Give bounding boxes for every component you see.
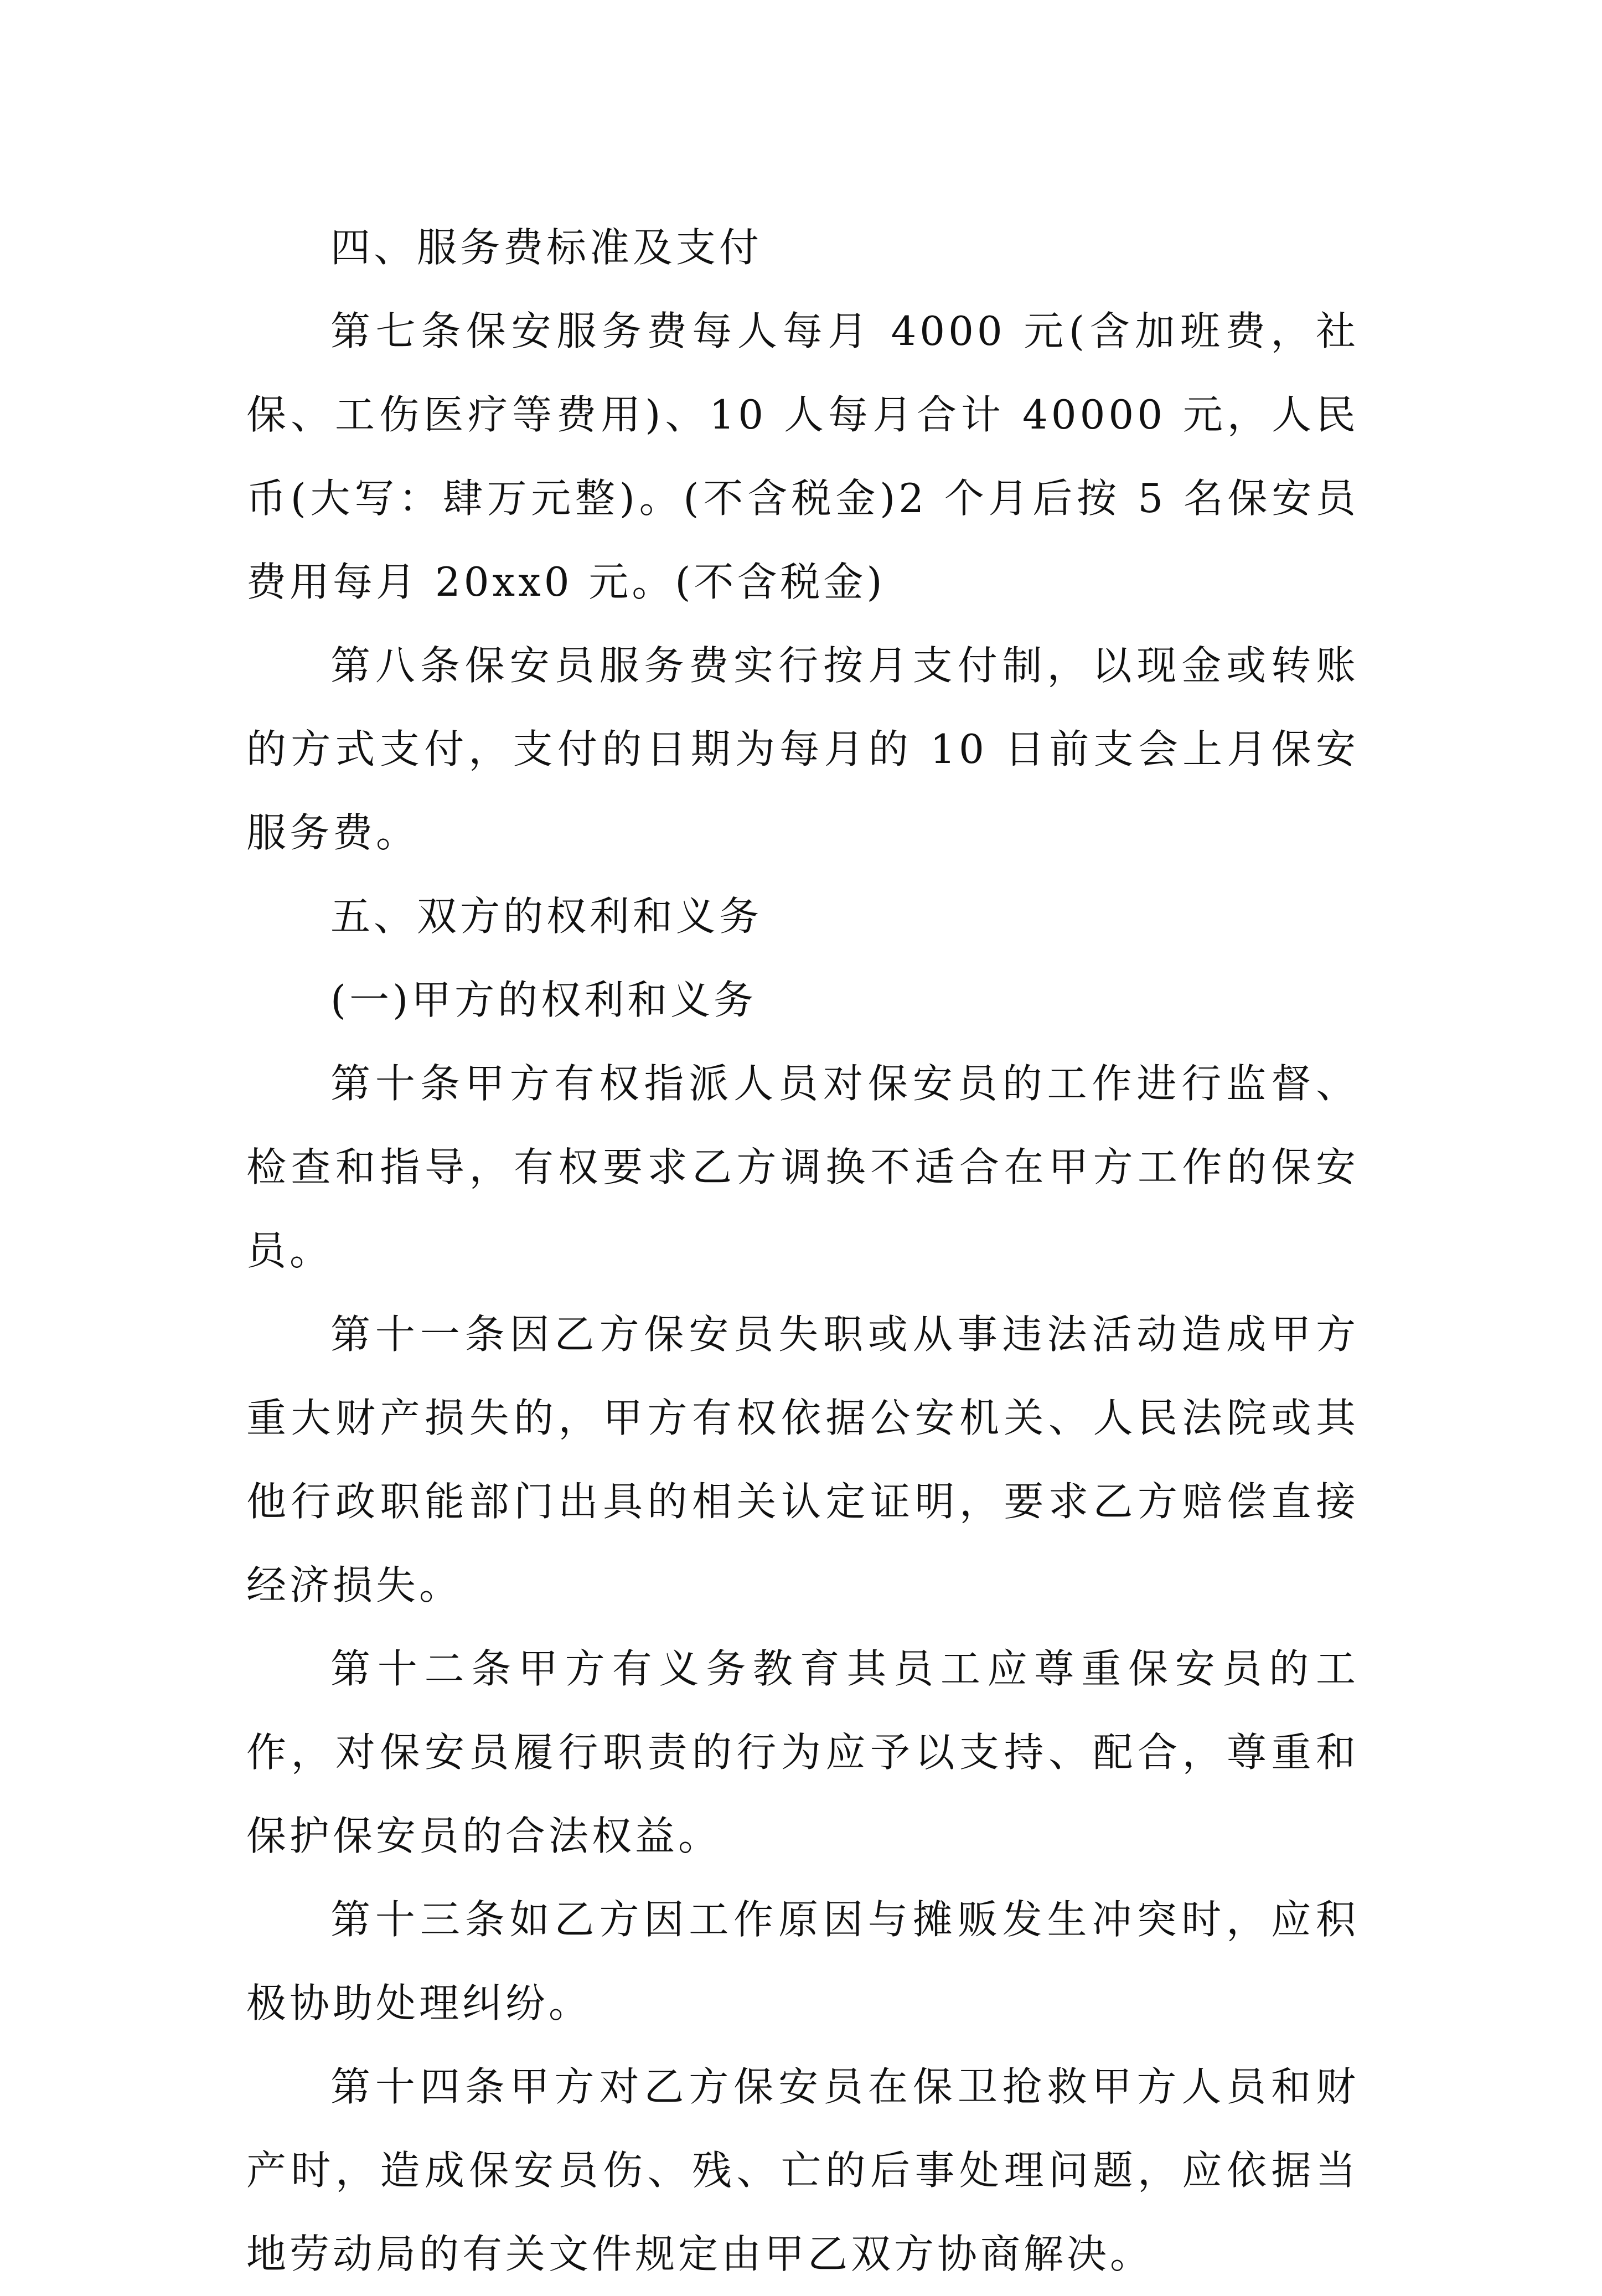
article-13-paragraph: 第十三条如乙方因工作原因与摊贩发生冲突时，应积极协助处理纠纷。 (246, 1896, 1359, 2026)
article-11-paragraph: 第十一条因乙方保安员失职或从事违法活动造成甲方重大财产损失的，甲方有权依据公安机关、人民法院或其他行政职能部门出具的相关认定证明，要求乙方赔偿直接经济损失。 (246, 1311, 1359, 1608)
article-12-paragraph: 第十二条甲方有义务教育其员工应尊重保安员的工作，对保安员履行职责的行为应予以支持、配合，尊重和保护保安员的合法权益。 (246, 1645, 1359, 1859)
article-8-paragraph: 第八条保安员服务费实行按月支付制，以现金或转账的方式支付，支付的日期为每月的 10 日前支会上月保安服务费。 (246, 642, 1359, 856)
article-7-paragraph: 第七条保安服务费每人每月 4000 元(含加班费，社保、工伤医疗等费用)、10 人每月合计 40000 元，人民币(大写：肆万元整)。(不含税金)2 个月后按 5 名保安员费用每月 20xx0 元。(不含税金) (246, 308, 1359, 605)
document-body (246, 206, 1359, 2296)
article-10-paragraph: 第十条甲方有权指派人员对保安员的工作进行监督、检查和指导，有权要求乙方调换不适合在甲方工作的保安员。 (246, 1060, 1359, 1274)
section-heading-fee-standard: 四、服务费标准及支付 (330, 224, 763, 271)
section-heading-rights-obligations: 五、双方的权利和义务 (330, 893, 763, 940)
article-14-paragraph: 第十四条甲方对乙方保安员在保卫抢救甲方人员和财产时，造成保安员伤、残、亡的后事处理问题，应依据当地劳动局的有关文件规定由甲乙双方协商解决。 (246, 2063, 1359, 2277)
subsection-heading-party-a: (一)甲方的权利和义务 (330, 977, 757, 1023)
